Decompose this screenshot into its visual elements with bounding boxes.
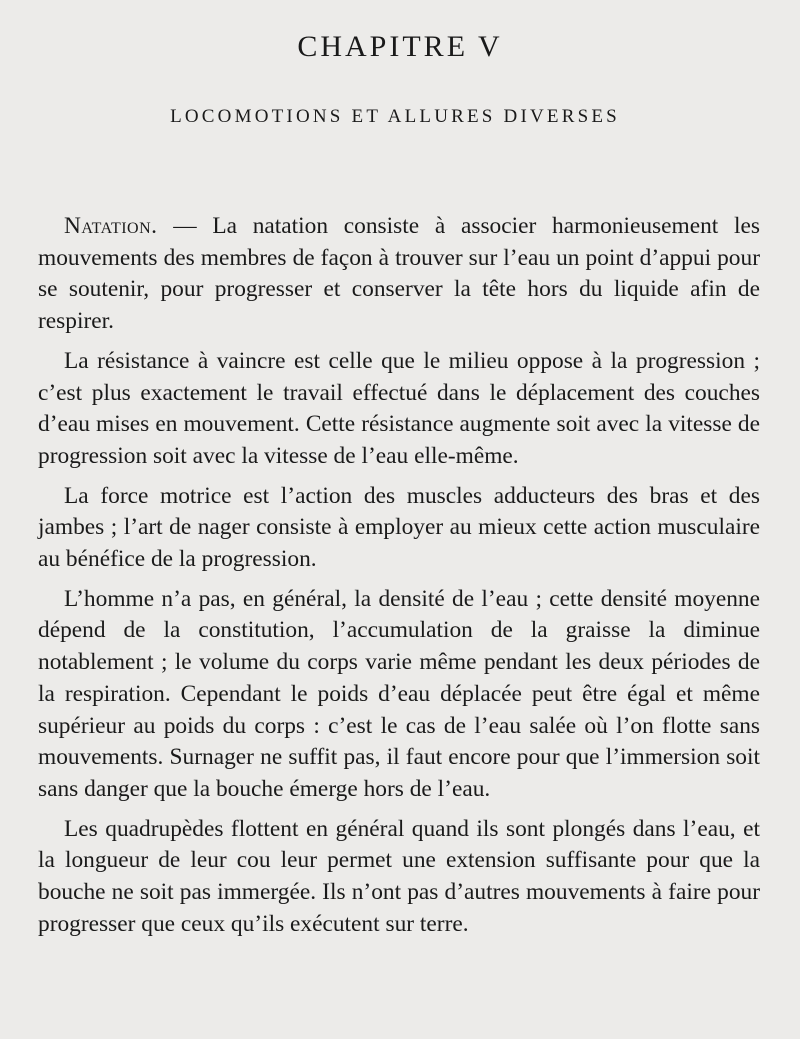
paragraph-text: La résistance à vaincre est celle que le milieu oppose à la progression ; c’est plus exactement le travail effectué dans le déplacement des couches d’eau mises en mouvement. Cette résistance augmente soit avec la vitesse de progression soit avec la vitesse de l’eau elle-même.: [38, 347, 760, 469]
paragraph-text: — La natation consiste à associer harmonieusement les mouvements des membres de façon à trouver sur l’eau un point d’appui pour se soutenir, pour progresser et conserver la tête hors du liquide afin de respirer.: [38, 213, 760, 335]
paragraph-lead: Natation.: [64, 213, 158, 239]
paragraph-natation: [38, 211, 760, 338]
chapter-subtitle: LOCOMOTIONS ET ALLURES DIVERSES: [170, 106, 620, 127]
paragraph-quadrupedes: [38, 814, 760, 941]
paragraph-force-motrice: [38, 481, 760, 576]
paragraph-resistance: [38, 346, 760, 473]
paragraph-text: La force motrice est l’action des muscles adducteurs des bras et des jambes ; l’art de nager consiste à employer au mieux cette action musculaire au bénéfice de la progression.: [38, 482, 760, 573]
paragraph-text: L’homme n’a pas, en général, la densité de l’eau ; cette densité moyenne dépend de la constitution, l’accumulation de la graisse la diminue notablement ; le volume du corps varie même pendant les deux périodes de la respiration. Cependant le poids d’eau déplacée peut être égal et même supérieur au poids du corps : c’est le cas de l’eau salée où l’on flotte sans mouvements. Surnager ne suffit pas, il faut encore pour que l’immersion soit sans danger que la bouche émerge hors de l’eau.: [38, 585, 760, 802]
body-text: [38, 211, 760, 948]
paragraph-text: Les quadrupèdes flottent en général quand ils sont plongés dans l’eau, et la longueur de leur cou leur permet une extension suffisante pour que la bouche ne soit pas immergée. Ils n’ont pas d’autres mouvements à faire pour progresser que ceux qu’ils exécutent sur terre.: [38, 815, 760, 937]
paragraph-densite: [38, 584, 760, 806]
chapter-title: CHAPITRE V: [297, 30, 503, 63]
